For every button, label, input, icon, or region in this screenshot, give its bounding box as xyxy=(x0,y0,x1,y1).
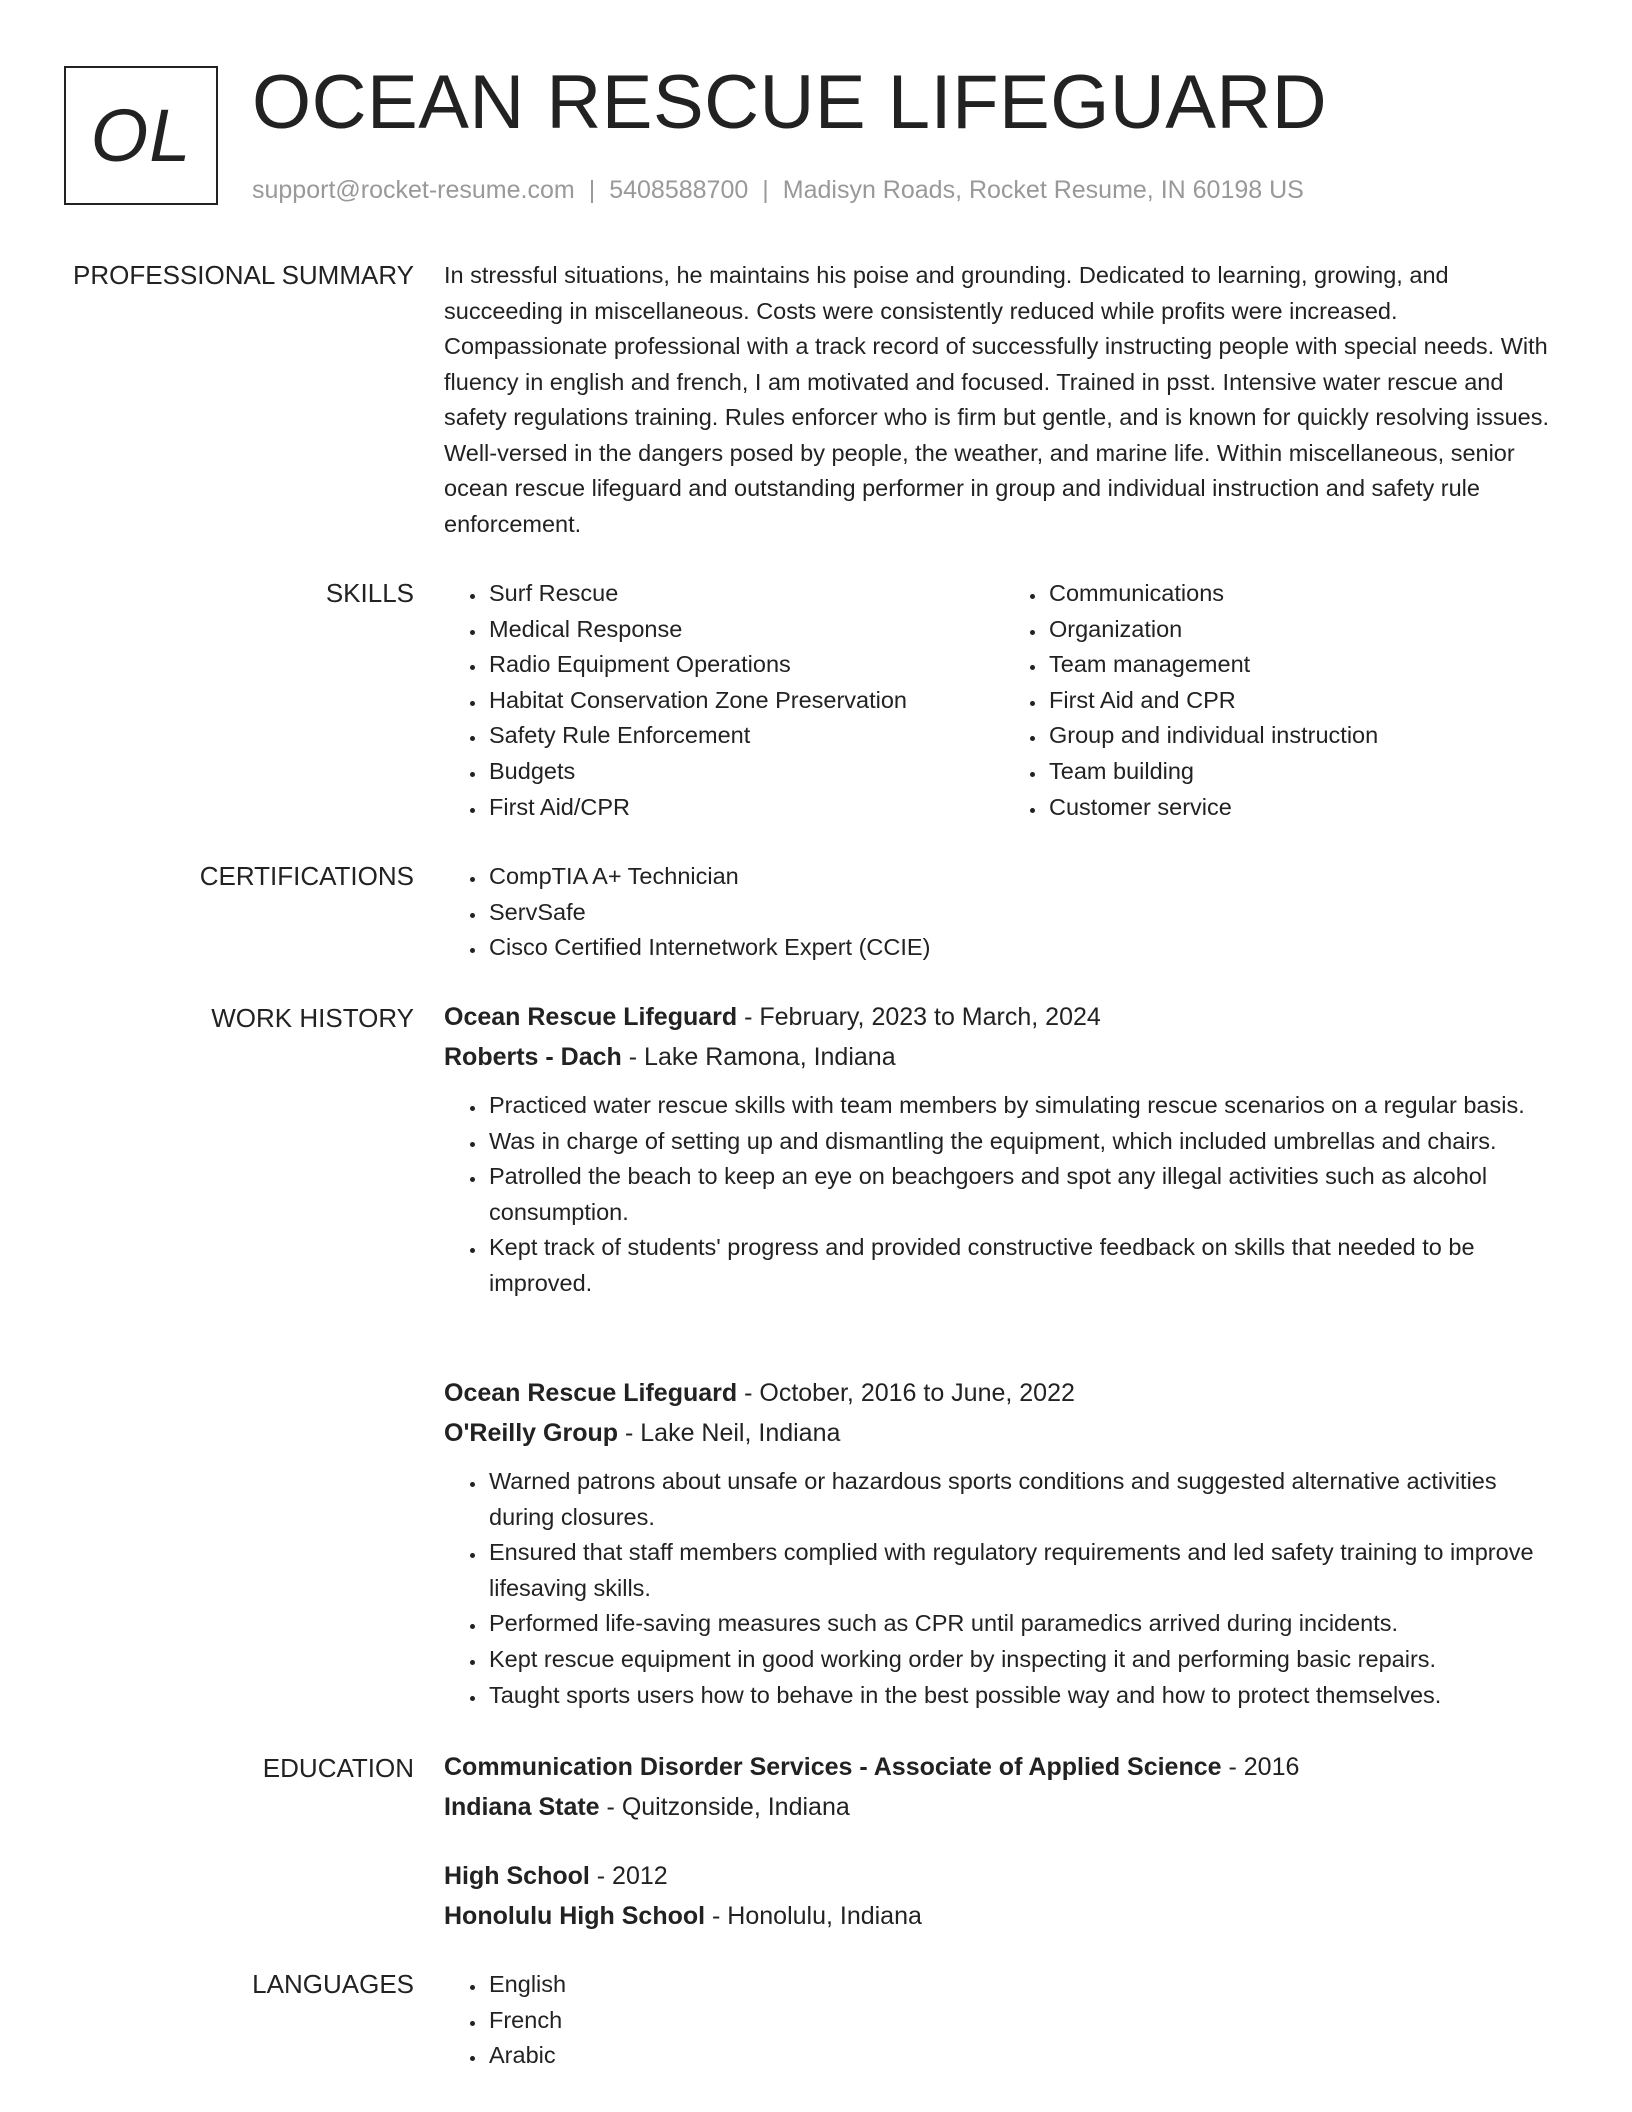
skill-item: • Group and individual instruction xyxy=(1047,718,1564,754)
skills-list-right xyxy=(1004,576,1564,825)
skill-item: • Safety Rule Enforcement xyxy=(487,718,1004,754)
skill-item: • Communications xyxy=(1047,576,1564,612)
education-entry xyxy=(444,1859,1564,1933)
job-bullet: • Was in charge of setting up and dismantling the equipment, which included umbrellas and chairs. xyxy=(487,1124,1564,1160)
job-title-line xyxy=(444,1000,1564,1034)
job-bullets xyxy=(444,1464,1564,1713)
job-bullet: • Kept rescue equipment in good working order by inspecting it and performing basic repairs. xyxy=(487,1642,1564,1678)
skill-item: • Team building xyxy=(1047,754,1564,790)
skill-item: • Surf Rescue xyxy=(487,576,1004,612)
job-bullet: • Ensured that staff members complied with regulatory requirements and led safety training to improve lifesaving skills. xyxy=(487,1535,1564,1606)
education-body xyxy=(444,1859,1564,1933)
section-label-education: EDUCATION xyxy=(262,1753,414,1783)
candidate-name: OCEAN RESCUE LIFEGUARD xyxy=(252,60,1328,145)
skill-item: • First Aid and CPR xyxy=(1047,683,1564,719)
contact-phone: 5408588700 xyxy=(609,176,749,204)
certifications-body xyxy=(444,859,1564,966)
job-company: Roberts - Dach xyxy=(444,1043,622,1071)
education-location: - Honolulu, Indiana xyxy=(712,1902,922,1930)
education-year: - 2012 xyxy=(596,1862,668,1890)
job-company-line xyxy=(444,1416,1564,1450)
job-bullet: • Kept track of students' progress and provided constructive feedback on skills that needed to be improved. xyxy=(487,1230,1564,1301)
certification-item: • Cisco Certified Internetwork Expert (CCIE) xyxy=(487,930,1564,966)
education-entry xyxy=(444,1750,1564,1824)
job-location: - Lake Neil, Indiana xyxy=(624,1419,841,1447)
job-bullet: • Warned patrons about unsafe or hazardous sports conditions and suggested alternative activities during closures. xyxy=(487,1464,1564,1535)
skill-item: • Medical Response xyxy=(487,612,1004,648)
skill-item: • Customer service xyxy=(1047,790,1564,826)
contact-email: support@rocket-resume.com xyxy=(252,176,575,204)
job-bullet: • Taught sports users how to behave in the best possible way and how to protect themselves. xyxy=(487,1678,1564,1714)
job-entry xyxy=(444,1376,1564,1713)
certifications-list xyxy=(444,859,1564,966)
skill-item: • Habitat Conservation Zone Preservation xyxy=(487,683,1004,719)
monogram-logo xyxy=(64,66,218,205)
education-school-line xyxy=(444,1899,1564,1933)
education-location: - Quitzonside, Indiana xyxy=(606,1793,850,1821)
work-history-body xyxy=(444,1000,1564,1302)
job-dates: - February, 2023 to March, 2024 xyxy=(744,1003,1101,1031)
education-degree-line xyxy=(444,1750,1564,1784)
job-entry xyxy=(444,1000,1564,1302)
education-school-line xyxy=(444,1790,1564,1824)
work-history-body xyxy=(444,1376,1564,1713)
job-bullet: • Patrolled the beach to keep an eye on beachgoers and spot any illegal activities such as alcohol consumption. xyxy=(487,1159,1564,1230)
monogram-text: OL xyxy=(90,94,192,177)
job-company: O'Reilly Group xyxy=(444,1419,619,1447)
education-year: - 2016 xyxy=(1228,1753,1300,1781)
job-location: - Lake Ramona, Indiana xyxy=(628,1043,896,1071)
skill-item: • Organization xyxy=(1047,612,1564,648)
certification-item: • CompTIA A+ Technician xyxy=(487,859,1564,895)
education-degree-line xyxy=(444,1859,1564,1893)
section-label-languages: LANGUAGES xyxy=(252,1969,414,1999)
language-item: • English xyxy=(487,1967,1564,2003)
section-label-work-history: WORK HISTORY xyxy=(211,1003,414,1033)
job-bullet: • Performed life-saving measures such as CPR until paramedics arrived during incidents. xyxy=(487,1606,1564,1642)
job-dates: - October, 2016 to June, 2022 xyxy=(744,1379,1075,1407)
languages-body xyxy=(444,1967,1564,2074)
job-title-line xyxy=(444,1376,1564,1410)
job-bullet: • Practiced water rescue skills with team members by simulating rescue scenarios on a regular basis. xyxy=(487,1088,1564,1124)
job-title: Ocean Rescue Lifeguard xyxy=(444,1003,738,1031)
education-body xyxy=(444,1750,1564,1824)
skills-columns xyxy=(444,576,1564,825)
job-title: Ocean Rescue Lifeguard xyxy=(444,1379,738,1407)
education-degree: High School xyxy=(444,1862,590,1890)
section-label-certifications: CERTIFICATIONS xyxy=(199,861,414,891)
certification-item: • ServSafe xyxy=(487,895,1564,931)
skill-item: • First Aid/CPR xyxy=(487,790,1004,826)
education-school: Indiana State xyxy=(444,1793,600,1821)
skill-item: • Team management xyxy=(1047,647,1564,683)
language-item: • Arabic xyxy=(487,2038,1564,2074)
summary-text: In stressful situations, he maintains his poise and grounding. Dedicated to learning, growing, and succeeding in miscellaneous. Costs were consistently reduced while profits were increased. Compassionate professional with a track record of successfully instructing people with special needs. With fluency in english and french, I am motivated and focused. Trained in psst. Intensive water rescue and safety regulations training. Rules enforcer who is firm but gentle, and is known for quickly resolving issues. Well-versed in the dangers posed by people, the weather, and marine life. Within miscellaneous, senior ocean rescue lifeguard and outstanding performer in group and individual instruction and safety rule enforcement. xyxy=(444,262,1550,537)
summary-body xyxy=(444,258,1564,542)
job-bullets xyxy=(444,1088,1564,1302)
contact-line xyxy=(252,174,1304,206)
education-degree: Communication Disorder Services - Associate of Applied Science xyxy=(444,1753,1222,1781)
education-school: Honolulu High School xyxy=(444,1902,706,1930)
skill-item: • Radio Equipment Operations xyxy=(487,647,1004,683)
contact-address: Madisyn Roads, Rocket Resume, IN 60198 US xyxy=(782,176,1304,204)
skill-item: • Budgets xyxy=(487,754,1004,790)
section-label-summary: PROFESSIONAL SUMMARY xyxy=(73,260,414,290)
contact-separator: | xyxy=(588,176,596,204)
language-item: • French xyxy=(487,2003,1564,2039)
section-label-skills: SKILLS xyxy=(325,578,414,608)
skills-list-left xyxy=(444,576,1004,825)
job-company-line xyxy=(444,1040,1564,1074)
languages-list xyxy=(444,1967,1564,2074)
contact-separator: | xyxy=(762,176,769,204)
